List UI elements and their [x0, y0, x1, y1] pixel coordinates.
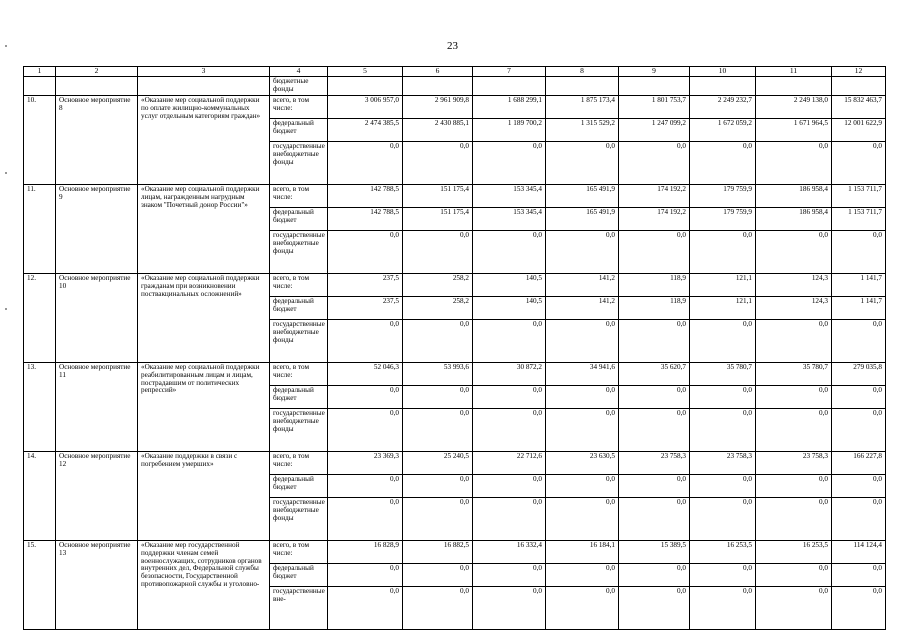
- year-value: 35 780,7: [690, 363, 756, 386]
- year-value: 1 247 099,2: [619, 119, 690, 142]
- program-funding-table: [23, 66, 886, 630]
- year-value: 0,0: [690, 409, 756, 452]
- year-value: 0,0: [328, 475, 403, 498]
- funding-source: федеральный бюджет: [270, 297, 328, 320]
- year-value: 0,0: [328, 409, 403, 452]
- funding-source: государственные внебюджетные фонды: [270, 142, 328, 185]
- column-number: 2: [56, 67, 138, 77]
- year-value: 0,0: [473, 564, 546, 587]
- row-number: 11.: [24, 185, 56, 274]
- year-value: 16 828,9: [328, 541, 403, 564]
- punch-hole: [5, 308, 7, 310]
- year-value: 1 671 964,5: [756, 119, 832, 142]
- year-value: 0,0: [328, 386, 403, 409]
- year-value: 0,0: [473, 320, 546, 363]
- year-value: 0,0: [473, 231, 546, 274]
- funding-source: федеральный бюджет: [270, 386, 328, 409]
- year-value: 258,2: [403, 297, 473, 320]
- year-value: 0,0: [403, 475, 473, 498]
- table-cell: [56, 77, 138, 96]
- funding-source: всего, в том числе:: [270, 452, 328, 475]
- event-description: «Оказание мер социальной поддержки гражданам при возникновении поствакцинальных осложнений»: [138, 274, 270, 363]
- event-name: Основное мероприятие 9: [56, 185, 138, 274]
- row-number: 13.: [24, 363, 56, 452]
- table-cell: [24, 77, 56, 96]
- year-value: 35 780,7: [756, 363, 832, 386]
- year-value: 16 184,1: [546, 541, 619, 564]
- year-value: 0,0: [619, 386, 690, 409]
- year-value: 0,0: [619, 564, 690, 587]
- year-value: 0,0: [619, 409, 690, 452]
- total-value: 0,0: [832, 142, 886, 185]
- year-value: 0,0: [328, 587, 403, 630]
- year-value: 15 389,5: [619, 541, 690, 564]
- year-value: 118,9: [619, 297, 690, 320]
- year-value: 0,0: [403, 409, 473, 452]
- year-value: 258,2: [403, 274, 473, 297]
- total-value: 1 153 711,7: [832, 185, 886, 208]
- total-value: 114 124,4: [832, 541, 886, 564]
- funding-source: всего, в том числе:: [270, 185, 328, 208]
- year-value: 0,0: [546, 231, 619, 274]
- year-value: 0,0: [403, 564, 473, 587]
- year-value: 124,3: [756, 274, 832, 297]
- event-name: Основное мероприятие 11: [56, 363, 138, 452]
- column-number: 11: [756, 67, 832, 77]
- year-value: 0,0: [690, 564, 756, 587]
- year-value: 2 474 385,5: [328, 119, 403, 142]
- year-value: 0,0: [619, 498, 690, 541]
- year-value: 0,0: [328, 564, 403, 587]
- table-cell: [832, 77, 886, 96]
- year-value: 0,0: [546, 386, 619, 409]
- table-cell: [138, 77, 270, 96]
- column-number: 3: [138, 67, 270, 77]
- year-value: 16 882,5: [403, 541, 473, 564]
- total-value: 1 141,7: [832, 297, 886, 320]
- year-value: 0,0: [473, 587, 546, 630]
- year-value: 35 620,7: [619, 363, 690, 386]
- funding-source: бюджетные фонды: [270, 77, 328, 96]
- year-value: 1 672 059,2: [690, 119, 756, 142]
- year-value: 0,0: [328, 320, 403, 363]
- funding-source: всего, в том числе:: [270, 363, 328, 386]
- year-value: 0,0: [756, 564, 832, 587]
- table-cell: [619, 77, 690, 96]
- table-row: [24, 185, 886, 208]
- year-value: 0,0: [690, 142, 756, 185]
- year-value: 23 758,3: [690, 452, 756, 475]
- year-value: 0,0: [473, 409, 546, 452]
- year-value: 0,0: [473, 386, 546, 409]
- year-value: 0,0: [756, 142, 832, 185]
- year-value: 25 240,5: [403, 452, 473, 475]
- funding-source: государственные вне-: [270, 587, 328, 630]
- year-value: 16 253,5: [756, 541, 832, 564]
- table-cell: [328, 77, 403, 96]
- year-value: 0,0: [473, 498, 546, 541]
- column-number: 5: [328, 67, 403, 77]
- year-value: 23 369,3: [328, 452, 403, 475]
- funding-source: государственные внебюджетные фонды: [270, 320, 328, 363]
- total-value: 1 153 711,7: [832, 208, 886, 231]
- table-cell: [690, 77, 756, 96]
- year-value: 174 192,2: [619, 185, 690, 208]
- year-value: 179 759,9: [690, 185, 756, 208]
- year-value: 52 046,3: [328, 363, 403, 386]
- year-value: 0,0: [546, 475, 619, 498]
- year-value: 0,0: [619, 231, 690, 274]
- funding-source: государственные внебюджетные фонды: [270, 498, 328, 541]
- year-value: 0,0: [756, 320, 832, 363]
- year-value: 0,0: [403, 587, 473, 630]
- year-value: 16 253,5: [690, 541, 756, 564]
- event-description: «Оказание мер социальной поддержки лицам, награжденным нагрудным знаком "Почетный донор России"»: [138, 185, 270, 274]
- total-value: 0,0: [832, 386, 886, 409]
- column-number: 6: [403, 67, 473, 77]
- total-value: 279 035,8: [832, 363, 886, 386]
- total-value: 0,0: [832, 587, 886, 630]
- column-number-row: [24, 67, 886, 77]
- year-value: 53 993,6: [403, 363, 473, 386]
- year-value: 0,0: [756, 498, 832, 541]
- year-value: 23 630,5: [546, 452, 619, 475]
- table-row: [24, 452, 886, 475]
- year-value: 174 192,2: [619, 208, 690, 231]
- funding-source: всего, в том числе:: [270, 96, 328, 119]
- year-value: 0,0: [756, 386, 832, 409]
- total-value: 0,0: [832, 564, 886, 587]
- table-row: [24, 541, 886, 564]
- year-value: 0,0: [403, 386, 473, 409]
- funding-source: федеральный бюджет: [270, 119, 328, 142]
- total-value: 0,0: [832, 231, 886, 274]
- year-value: 0,0: [546, 409, 619, 452]
- row-number: 12.: [24, 274, 56, 363]
- year-value: 121,1: [690, 274, 756, 297]
- year-value: 0,0: [756, 587, 832, 630]
- year-value: 0,0: [619, 320, 690, 363]
- year-value: 0,0: [403, 320, 473, 363]
- event-description: «Оказание мер государственной поддержки членам семей военнослужащих, сотрудников органов внутренних дел, Федеральной службы безопасности, Государственной противопожарной службы и уголовно-: [138, 541, 270, 630]
- year-value: 121,1: [690, 297, 756, 320]
- year-value: 1 801 753,7: [619, 96, 690, 119]
- year-value: 237,5: [328, 274, 403, 297]
- year-value: 23 758,3: [756, 452, 832, 475]
- event-description: «Оказание мер социальной поддержки по оплате жилищно-коммунальных услуг отдельным категориям граждан»: [138, 96, 270, 185]
- table-row: [24, 274, 886, 297]
- funding-source: федеральный бюджет: [270, 475, 328, 498]
- year-value: 0,0: [756, 409, 832, 452]
- year-value: 0,0: [403, 142, 473, 185]
- year-value: 30 872,2: [473, 363, 546, 386]
- event-name: Основное мероприятие 13: [56, 541, 138, 630]
- year-value: 2 249 232,7: [690, 96, 756, 119]
- year-value: 0,0: [546, 320, 619, 363]
- total-value: 15 832 463,7: [832, 96, 886, 119]
- year-value: 124,3: [756, 297, 832, 320]
- year-value: 0,0: [328, 498, 403, 541]
- year-value: 0,0: [619, 587, 690, 630]
- funding-source: государственные внебюджетные фонды: [270, 409, 328, 452]
- funding-source: федеральный бюджет: [270, 564, 328, 587]
- year-value: 3 006 957,0: [328, 96, 403, 119]
- row-number: 14.: [24, 452, 56, 541]
- table-cell: [756, 77, 832, 96]
- column-number: 8: [546, 67, 619, 77]
- event-name: Основное мероприятие 10: [56, 274, 138, 363]
- year-value: 1 189 700,2: [473, 119, 546, 142]
- column-number: 7: [473, 67, 546, 77]
- year-value: 0,0: [403, 498, 473, 541]
- total-value: 0,0: [832, 475, 886, 498]
- year-value: 0,0: [619, 475, 690, 498]
- year-value: 140,5: [473, 297, 546, 320]
- table-cell: [546, 77, 619, 96]
- column-number: 9: [619, 67, 690, 77]
- continuation-row: [24, 77, 886, 96]
- year-value: 142 788,5: [328, 208, 403, 231]
- year-value: 151 175,4: [403, 208, 473, 231]
- year-value: 0,0: [690, 231, 756, 274]
- year-value: 1 315 529,2: [546, 119, 619, 142]
- total-value: 0,0: [832, 498, 886, 541]
- year-value: 23 758,3: [619, 452, 690, 475]
- table-row: [24, 96, 886, 119]
- year-value: 2 249 138,0: [756, 96, 832, 119]
- year-value: 0,0: [690, 386, 756, 409]
- year-value: 0,0: [546, 142, 619, 185]
- year-value: 0,0: [619, 142, 690, 185]
- year-value: 0,0: [690, 320, 756, 363]
- year-value: 153 345,4: [473, 185, 546, 208]
- year-value: 1 875 173,4: [546, 96, 619, 119]
- year-value: 0,0: [756, 231, 832, 274]
- table-cell: [473, 77, 546, 96]
- total-value: 166 227,8: [832, 452, 886, 475]
- year-value: 0,0: [473, 475, 546, 498]
- year-value: 141,2: [546, 297, 619, 320]
- year-value: 2 961 909,8: [403, 96, 473, 119]
- year-value: 16 332,4: [473, 541, 546, 564]
- year-value: 0,0: [328, 231, 403, 274]
- year-value: 179 759,9: [690, 208, 756, 231]
- page-number: 23: [447, 40, 458, 52]
- year-value: 22 712,6: [473, 452, 546, 475]
- event-description: «Оказание мер социальной поддержки реабилитированным лицам и лицам, пострадавшим от политических репрессий»: [138, 363, 270, 452]
- event-description: «Оказание поддержки в связи с погребением умерших»: [138, 452, 270, 541]
- year-value: 186 958,4: [756, 185, 832, 208]
- year-value: 0,0: [756, 475, 832, 498]
- column-number: 4: [270, 67, 328, 77]
- year-value: 0,0: [546, 587, 619, 630]
- year-value: 140,5: [473, 274, 546, 297]
- total-value: 1 141,7: [832, 274, 886, 297]
- year-value: 165 491,9: [546, 185, 619, 208]
- year-value: 34 941,6: [546, 363, 619, 386]
- column-number: 10: [690, 67, 756, 77]
- year-value: 0,0: [546, 564, 619, 587]
- year-value: 153 345,4: [473, 208, 546, 231]
- year-value: 0,0: [403, 231, 473, 274]
- year-value: 142 788,5: [328, 185, 403, 208]
- funding-source: всего, в том числе:: [270, 274, 328, 297]
- year-value: 141,2: [546, 274, 619, 297]
- year-value: 2 430 885,1: [403, 119, 473, 142]
- year-value: 0,0: [690, 475, 756, 498]
- year-value: 0,0: [690, 587, 756, 630]
- funding-source: федеральный бюджет: [270, 208, 328, 231]
- table-row: [24, 363, 886, 386]
- column-number: 1: [24, 67, 56, 77]
- column-number: 12: [832, 67, 886, 77]
- total-value: 0,0: [832, 409, 886, 452]
- year-value: 1 688 299,1: [473, 96, 546, 119]
- year-value: 0,0: [473, 142, 546, 185]
- year-value: 0,0: [328, 142, 403, 185]
- funding-source: государственные внебюджетные фонды: [270, 231, 328, 274]
- year-value: 186 958,4: [756, 208, 832, 231]
- row-number: 10.: [24, 96, 56, 185]
- punch-hole: [5, 172, 7, 174]
- row-number: 15.: [24, 541, 56, 630]
- year-value: 237,5: [328, 297, 403, 320]
- year-value: 118,9: [619, 274, 690, 297]
- total-value: 12 001 622,9: [832, 119, 886, 142]
- year-value: 0,0: [546, 498, 619, 541]
- table-cell: [403, 77, 473, 96]
- year-value: 165 491,9: [546, 208, 619, 231]
- event-name: Основное мероприятие 8: [56, 96, 138, 185]
- total-value: 0,0: [832, 320, 886, 363]
- funding-source: всего, в том числе:: [270, 541, 328, 564]
- event-name: Основное мероприятие 12: [56, 452, 138, 541]
- year-value: 0,0: [690, 498, 756, 541]
- year-value: 151 175,4: [403, 185, 473, 208]
